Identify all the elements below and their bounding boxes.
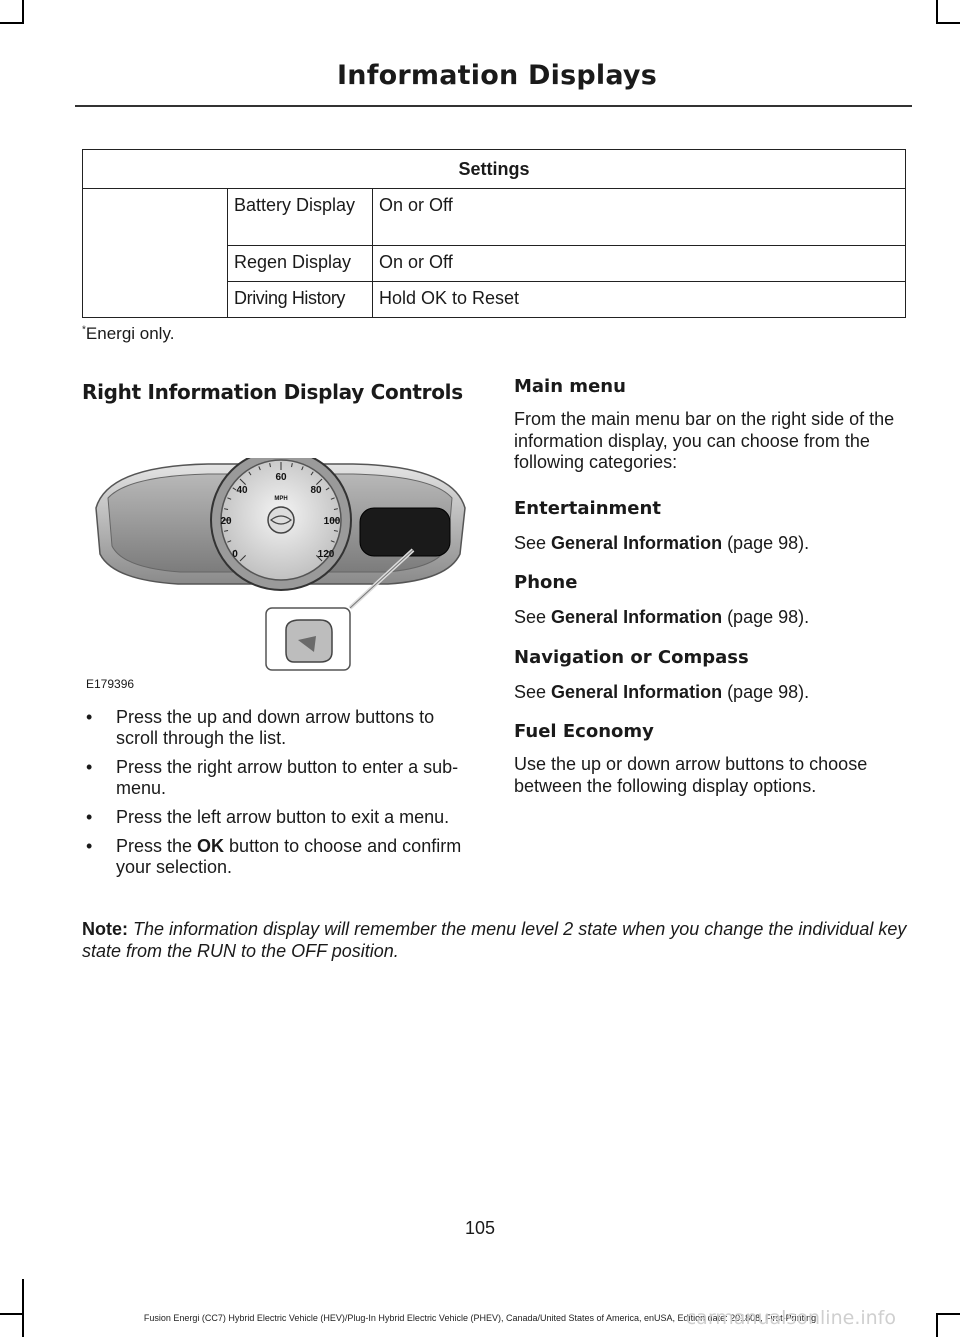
entertainment-ref: See General Information (page 98). [514, 532, 810, 553]
fuel-economy-block [514, 721, 914, 797]
figure-label: E179396 [86, 677, 135, 691]
right-column [514, 376, 914, 811]
main-menu-text: From the main menu bar on the right side of the information display, you can choose from the following categories: [514, 409, 895, 472]
speed-label-60: 60 [275, 472, 287, 483]
list-item-bold: OK [197, 836, 225, 856]
bullet-icon: • [86, 757, 93, 777]
navigation-block [514, 647, 914, 704]
footnote-mark: * [82, 324, 86, 336]
list-item-text: Press the [116, 836, 198, 856]
table-cell-value: On or Off [373, 189, 906, 246]
table-cell-empty [83, 189, 228, 318]
right-display-screen [360, 508, 450, 556]
table-cell-value: On or Off [373, 246, 906, 282]
header-rule [75, 105, 912, 107]
bullet-icon: • [86, 807, 93, 827]
crop-mark [0, 22, 24, 24]
phone-block [514, 572, 914, 629]
list-item [82, 757, 478, 799]
phone-ref: See General Information (page 98). [514, 607, 810, 627]
controls-list [82, 707, 478, 886]
subheading-phone: Phone [514, 572, 578, 593]
cross-ref-link[interactable]: General Information [551, 607, 723, 627]
page-title: Information Displays [337, 60, 657, 91]
navigation-ref: See General Information (page 98). [514, 681, 810, 702]
fuel-economy-text: Use the up or down arrow buttons to choose between the following display options. [514, 754, 868, 796]
subheading-navigation: Navigation or Compass [514, 646, 749, 668]
instrument-cluster-illustration [88, 458, 473, 694]
main-menu-block [514, 376, 914, 474]
crop-mark [22, 1279, 24, 1337]
bullet-icon: • [86, 707, 93, 727]
section-heading: Right Information Display Controls [82, 380, 463, 404]
speed-unit: MPH [274, 496, 288, 502]
crop-mark [936, 0, 938, 24]
left-column [82, 380, 478, 404]
list-item-text: Press the right arrow button to enter a sub-menu. [116, 757, 459, 798]
list-item-text: Press the up and down arrow buttons to scroll through the list. [116, 707, 435, 748]
watermark: carmanualsonline.info [685, 1307, 896, 1329]
speed-label-100: 100 [323, 516, 341, 527]
crop-mark [22, 0, 24, 24]
table-row [83, 189, 906, 246]
subheading-fuel-economy: Fuel Economy [514, 721, 654, 742]
speed-label-0: 0 [232, 549, 238, 560]
list-item [82, 807, 478, 828]
speed-label-40: 40 [236, 485, 248, 496]
table-title: Settings [83, 150, 906, 189]
cross-ref-link[interactable]: General Information [551, 532, 723, 553]
footnote [82, 324, 174, 344]
table-cell-item: Battery Display [228, 189, 373, 246]
table-cell-item: Regen Display [228, 246, 373, 282]
speed-label-20: 20 [220, 516, 232, 527]
list-item [82, 836, 478, 878]
crop-mark [936, 22, 960, 24]
note-paragraph [82, 918, 912, 962]
note-text: The information display will remember the menu level 2 state when you change the individual key state from the RUN to the OFF position. [82, 919, 907, 961]
list-item-text: button to choose and confirm your selection. [116, 836, 462, 877]
bullet-icon: • [86, 836, 93, 856]
subheading-entertainment: Entertainment [514, 497, 661, 519]
footer-text: Fusion Energi (CC7) Hybrid Electric Vehicle (HEV)/Plug-In Hybrid Electric Vehicle (PHEV), Canada/United States of America, enUSA, Edition date: 201808, First-Printing [143, 1313, 817, 1323]
speed-label-120: 120 [317, 549, 335, 560]
note-label: Note: [82, 919, 128, 939]
footnote-text: Energi only. [85, 324, 175, 343]
speed-label-80: 80 [310, 485, 322, 496]
page-number: 105 [464, 1218, 496, 1238]
settings-table [82, 149, 906, 318]
table-cell-item: Driving History [228, 282, 373, 318]
table-cell-value: Hold OK to Reset [373, 282, 906, 318]
list-item-text: Press the left arrow button to exit a menu. [116, 807, 450, 827]
list-item [82, 707, 478, 749]
cross-ref-link[interactable]: General Information [551, 681, 723, 702]
subheading-main-menu: Main menu [514, 376, 626, 397]
entertainment-block [514, 498, 914, 555]
